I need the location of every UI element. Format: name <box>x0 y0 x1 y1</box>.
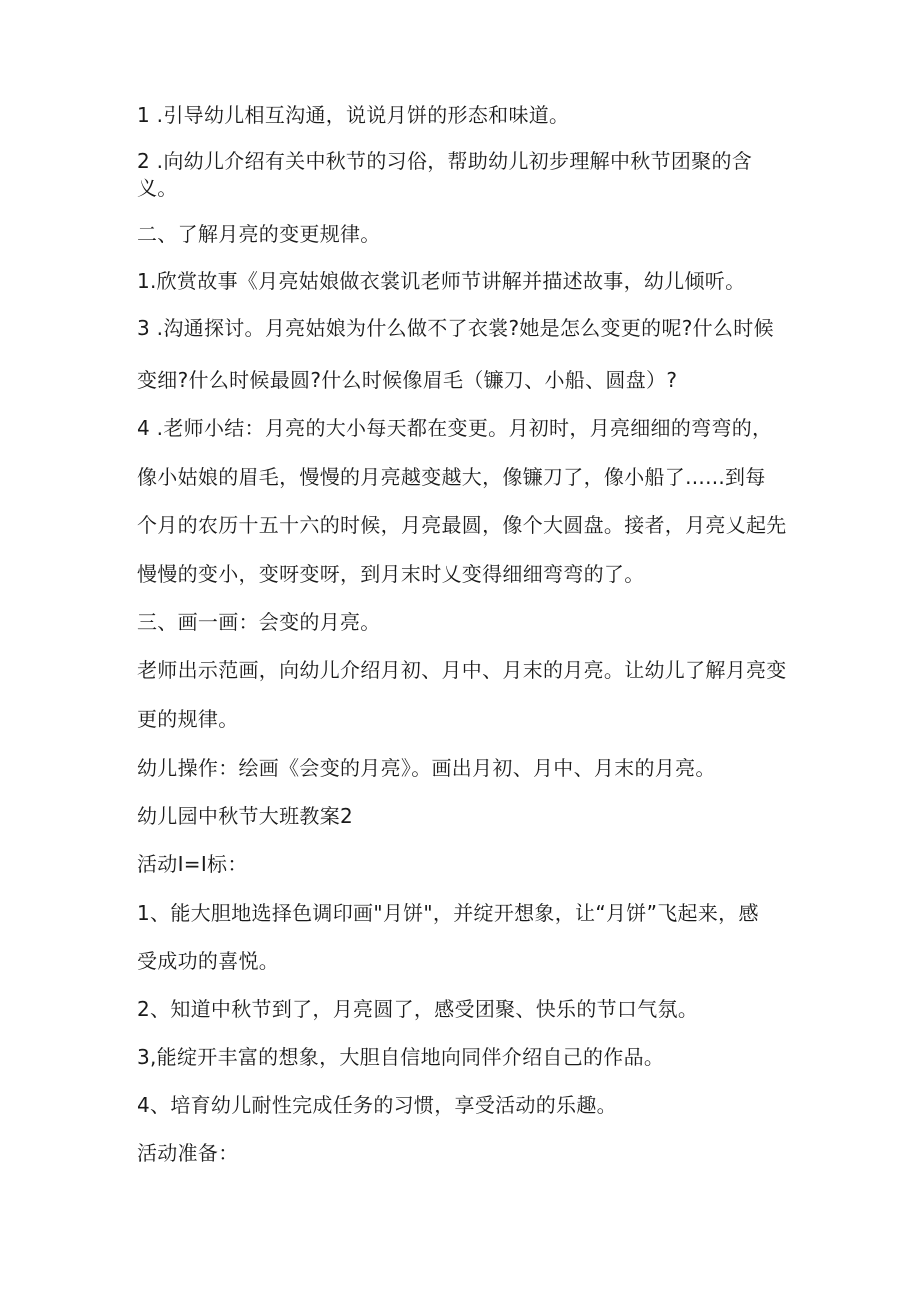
paragraph-line: 3 .沟通探讨。月亮姑娘为什么做不了衣裳?她是怎么变更的呢?什么时候 <box>137 316 774 340</box>
section-heading: 三、画一画：会变的月亮。 <box>137 610 381 634</box>
paragraph-line: 4 .老师小结：月亮的大小每天都在变更。月初时，月亮细细的弯弯的， <box>137 416 773 440</box>
paragraph-line: 幼儿操作：绘画《会变的月亮》。画出月初、月中、月末的月亮。 <box>137 756 716 780</box>
section-heading: 二、了解月亮的变更规律。 <box>137 222 381 246</box>
paragraph-line: 1 .引导幼儿相互沟通，说说月饼的形态和味道。 <box>137 103 570 127</box>
paragraph-line: 个月的农历十五十六的时候，月亮最圆，像个大圆盘。接者，月亮乂起先 <box>137 513 787 537</box>
section-heading: 活动I=I标： <box>137 852 248 876</box>
paragraph-line: 2 .向幼儿介绍有关中秋节的习俗，帮助幼儿初步理解中秋节团聚的含 <box>137 149 753 173</box>
paragraph-line: 4、培育幼儿耐性完成任务的习惯，享受活动的乐趣。 <box>137 1093 617 1117</box>
paragraph-line: 1.欣赏故事《月亮姑娘做衣裳讥老师节讲解并描述故事，幼儿倾听。 <box>137 269 746 293</box>
paragraph-line: 义。 <box>137 176 178 200</box>
paragraph-line: 3,能绽开丰富的想象，大胆自信地向同伴介绍自己的作品。 <box>137 1045 665 1069</box>
paragraph-line: 1、能大胆地选择色调印画"月饼"，并绽开想象，让“月饼”飞起来，感 <box>137 901 759 925</box>
paragraph-line: 2、知道中秋节到了，月亮圆了，感受团聚、快乐的节口气氛。 <box>137 997 699 1021</box>
paragraph-line: 受成功的喜悦。 <box>137 949 280 973</box>
paragraph-line: 慢慢的变小，变呀变呀，到月末时乂变得细细弯弯的了。 <box>137 562 645 586</box>
paragraph-line: 更的规律。 <box>137 707 239 731</box>
paragraph-line: 老师出示范画，向幼儿介绍月初、月中、月末的月亮。让幼儿了解月亮变 <box>137 658 787 682</box>
paragraph-line: 变细?什么时候最圆?什么时候像眉毛（镰刀、小船、圆盘）? <box>137 368 678 392</box>
lesson-plan-title: 幼儿园中秋节大班教案2 <box>137 804 354 828</box>
section-heading: 活动准备： <box>137 1141 239 1165</box>
paragraph-line: 像小姑娘的眉毛，慢慢的月亮越变越大，像镰刀了，像小船了......到每 <box>137 465 766 489</box>
